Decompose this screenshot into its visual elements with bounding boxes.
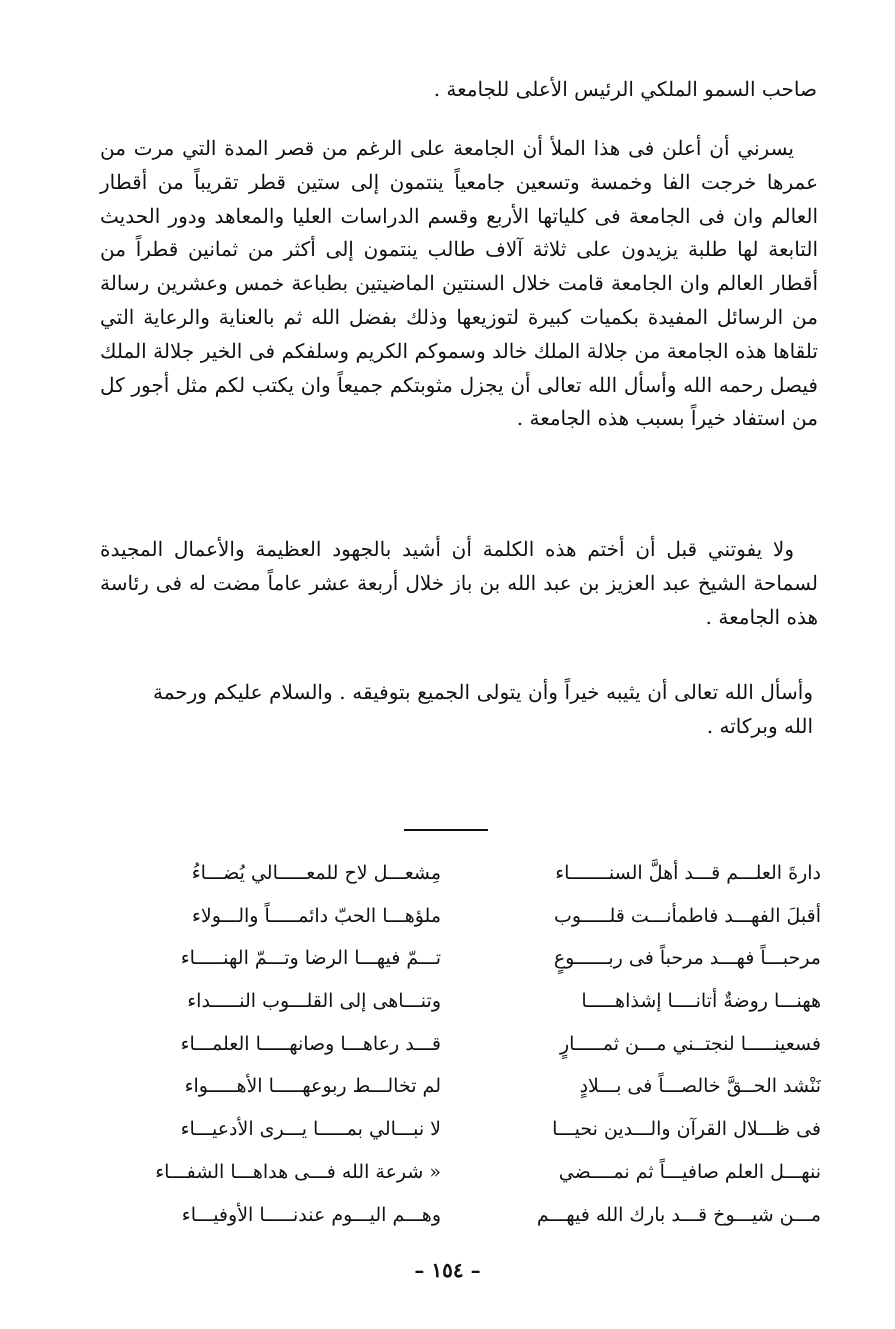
verse-right: فى ظـــلال القرآن والـــدين نحيـــا [552,1118,821,1141]
verse-right: نَنْشد الحــقَّ خالصـــاً فى بـــلادٍ [579,1075,821,1098]
verse-right: مرحبـــاً فهـــد مرحباً فى ربــــــوعٍ [553,947,821,970]
poem-left-column [96,852,441,1236]
paragraph-tribute: ولا يفوتني قبل أن أختم هذه الكلمة أن أشيد بالجهود العظيمة والأعمال المجيدة لسماحة الشيخ عبد العزيز بن عبد الله بن باز خلال أربعة عشر عاماً مضت له فى رئاسة هذه الجامعة . [100,537,818,629]
verse-right: دارةَ العلـــم قـــد أهلَّ السنـــــــاء [555,862,821,884]
verse-left: وهـــم اليـــوم عندنـــــا الأوفيـــاء [181,1203,441,1226]
paragraph-closing: وأسأل الله تعالى أن يثيبه خيراً وأن يتولى الجميع بتوفيقه . والسلام عليكم ورحمة الله وبركاته . [153,680,813,738]
verse-left: ملؤهـــا الحبّ دائمـــــاً والـــولاء [191,904,441,927]
verse-right: ههنـــا روضةٌ أتانــــا إشذاهـــــا [581,990,821,1013]
intro-line: صاحب السمو الملكي الرئيس الأعلى للجامعة . [433,77,817,101]
paragraph-graduates: يسرني أن أعلن فى هذا الملأ أن الجامعة على الرغم من قصر المدة التي مرت من عمرها خرجت الفا وخمسة وتسعين جامعياً ينتمون إلى ستين قطر تقريباً من أقطار العالم وان فى الجامعة فى كلياتها الأربع وقسم الدراسات العليا والمعاهد ودور الحديث التابعة لها طلبة يزيدون على ثلاثة آلاف طالب ينتمون إلى أكثر من ثمانين قطراً من أقطار العالم وان الجامعة قامت خلال السنتين الماضيتين بطباعة خمس وعشرين رسالة من الرسائل المفيدة بكميات كبيرة لتوزيعها وذلك بفضل الله ثم بالعناية والرعاية التي تلقاها هذه الجامعة من جلالة الملك خالد وسموكم الكريم وسلفكم فى الخير جلالة الملك فيصل رحمه الله وأسأل الله تعالى أن يجزل مثوبتكم جميعاً وان يكتب لكم مثل أجور كل من استفاد خيراً بسبب هذه الجامعة . [100,136,818,431]
verse-right: فسعينـــــا لنجتــني مـــن ثمـــــارٍ [559,1032,821,1055]
verse-left: قـــد رعاهـــا وصانهـــــا العلمـــاء [180,1032,441,1055]
verse-right: ننهـــل العلم صافيـــاً ثم نمــــضي [558,1160,821,1183]
verse-right: مـــن شيـــوخ قـــد بارك الله فيهـــم [536,1203,821,1226]
verse-left: مِشعـــل لاح للمعـــــالي يُضـــاءُ [191,862,441,884]
verse-left: لم تخالـــط ربوعهـــــا الأهـــــواء [184,1075,441,1098]
verse-left: لا نبـــالي بمـــــا يـــرى الأدعيـــاء [180,1118,441,1141]
page-number: – ١٥٤ – [414,1258,481,1282]
verse-left: تـــمّ فيهـــا الرضا وتـــمّ الهنـــــاء [180,947,441,970]
poem-right-column [476,852,821,1236]
section-divider [404,829,488,831]
verse-left: « شرعة الله فـــى هداهـــا الشفـــاء [155,1160,441,1183]
verse-right: أقبلَ الفهـــد فاطمأنـــت قلـــــوب [553,904,821,927]
verse-left: وتنـــاهى إلى القلـــوب النـــــداء [187,990,441,1013]
